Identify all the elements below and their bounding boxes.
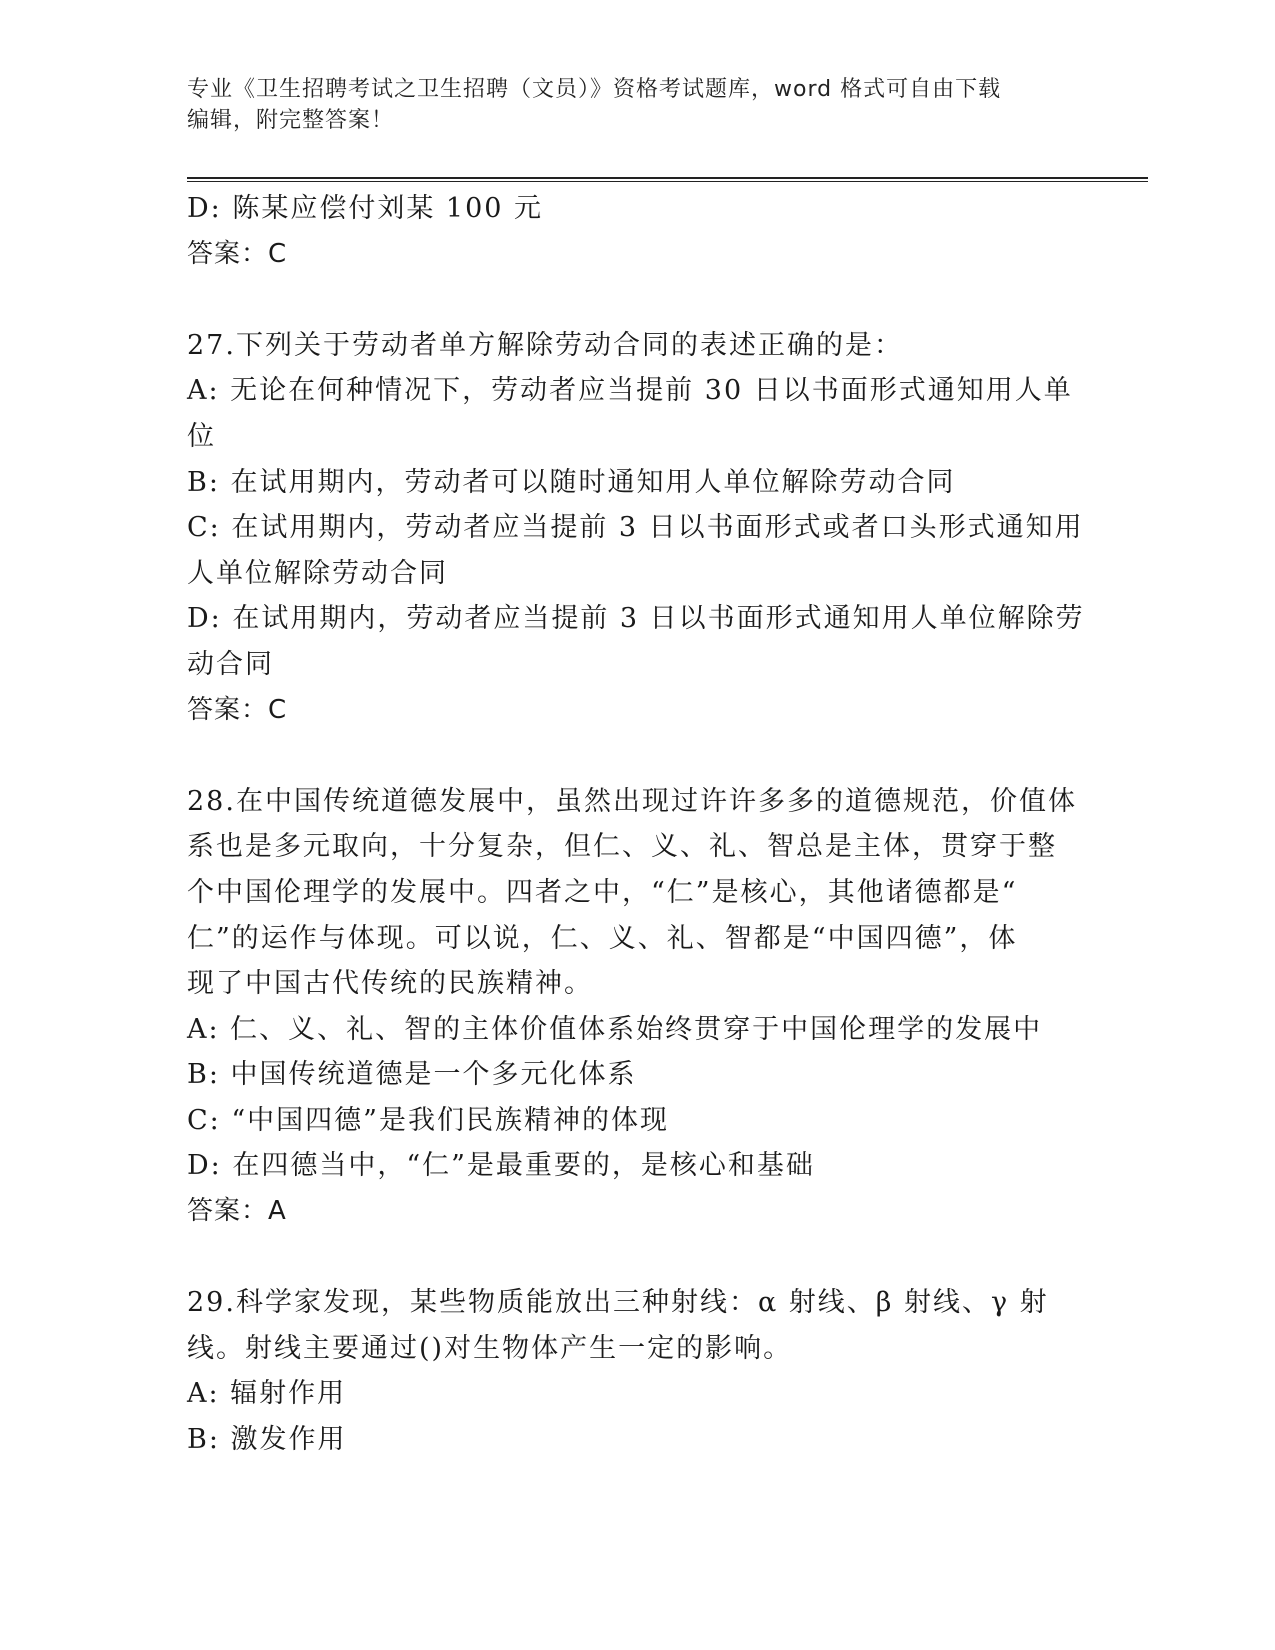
question-28 [187, 779, 1087, 1235]
option-c: C: 在试用期内，劳动者应当提前 3 日以书面形式或者口头形式通知用 [187, 512, 1084, 544]
question-stem: 27.下列关于劳动者单方解除劳动合同的表述正确的是： [187, 329, 903, 361]
option-d: D: 在试用期内，劳动者应当提前 3 日以书面形式通知用人单位解除劳 [187, 603, 1085, 635]
option-a-continued: 位 [187, 420, 216, 452]
question-stem-line-2: 线。射线主要通过()对生物体产生一定的影响。 [187, 1332, 793, 1364]
option-c-continued: 人单位解除劳动合同 [187, 557, 448, 589]
question-stem-line-3: 个中国伦理学的发展中。四者之中，“仁”是核心，其他诸德都是“ [187, 876, 1018, 908]
page-header [187, 74, 1067, 136]
answer-line: 答案：A [187, 1196, 287, 1227]
header-divider-thick [187, 177, 1148, 179]
option-d-continued: 动合同 [187, 648, 274, 680]
spacer [187, 733, 1087, 779]
question-stem-line-1: 29.科学家发现，某些物质能放出三种射线：α 射线、β 射线、γ 射 [187, 1287, 1049, 1319]
option-b: B: 激发作用 [187, 1424, 347, 1456]
question-29 [187, 1280, 1087, 1462]
question-27 [187, 323, 1087, 733]
question-stem-line-4: 仁”的运作与体现。可以说，仁、义、礼、智都是“中国四德”，体 [187, 922, 1018, 954]
option-c: C: “中国四德”是我们民族精神的体现 [187, 1104, 669, 1136]
option-b: B: 在试用期内，劳动者可以随时通知用人单位解除劳动合同 [187, 466, 956, 498]
header-divider-thin [187, 181, 1148, 182]
header-title-line-1: 专业《卫生招聘考试之卫生招聘（文员）》资格考试题库，word 格式可自由下载 [187, 77, 1002, 102]
option-d: D: 陈某应偿付刘某 100 元 [187, 193, 544, 224]
header-title-line-2: 编辑，附完整答案！ [187, 108, 395, 133]
option-a: A: 仁、义、礼、智的主体价值体系始终贯穿于中国伦理学的发展中 [187, 1013, 1043, 1045]
spacer [187, 277, 1087, 323]
question-26-tail [187, 186, 1087, 277]
question-stem-line-2: 系也是多元取向，十分复杂，但仁、义、礼、智总是主体，贯穿于整 [187, 831, 1057, 863]
option-a: A: 无论在何种情况下，劳动者应当提前 30 日以书面形式通知用人单 [187, 375, 1073, 407]
option-d: D: 在四德当中，“仁”是最重要的，是核心和基础 [187, 1150, 815, 1182]
question-stem-line-1: 28.在中国传统道德发展中，虽然出现过许许多多的道德规范，价值体 [187, 785, 1077, 817]
spacer [187, 1235, 1087, 1281]
answer-line: 答案：C [187, 694, 288, 725]
question-stem-line-5: 现了中国古代传统的民族精神。 [187, 968, 593, 1000]
option-b: B: 中国传统道德是一个多元化体系 [187, 1059, 637, 1091]
answer-line: 答案：C [187, 238, 288, 269]
option-a: A: 辐射作用 [187, 1378, 347, 1410]
document-body [187, 186, 1087, 1463]
